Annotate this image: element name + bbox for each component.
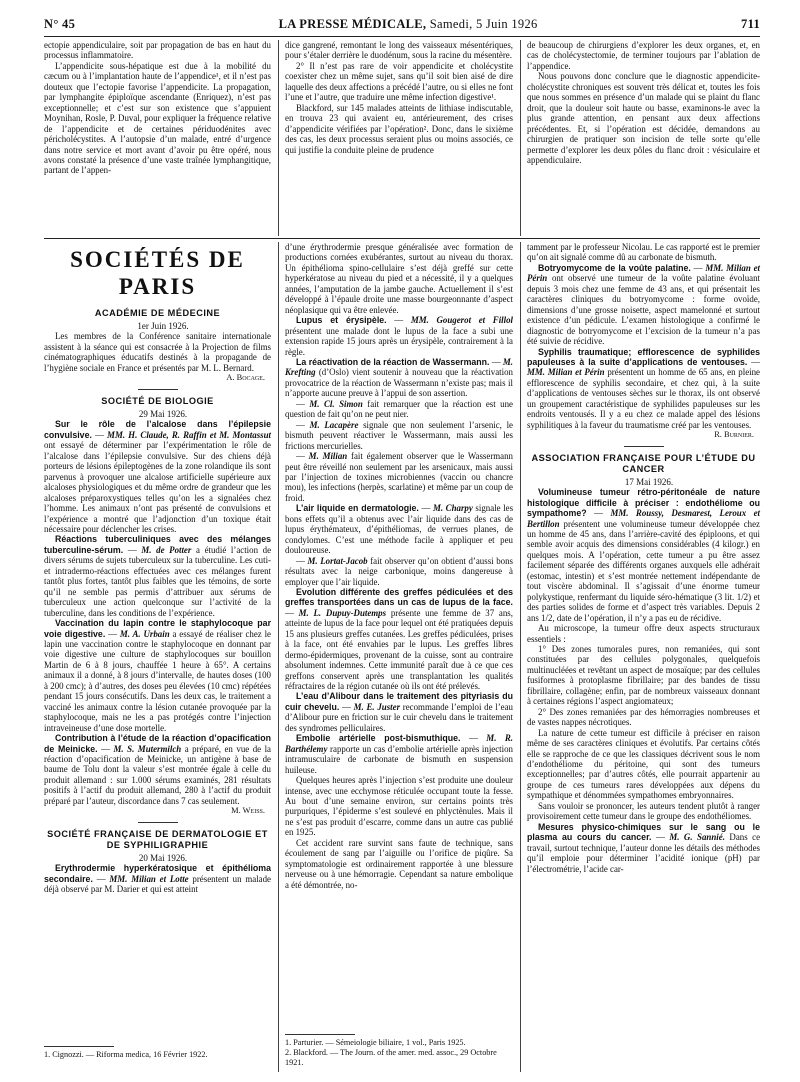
communication: — M. Cl. Simon fait remarquer que la réaction est une question de fait qu’on ne peut nier. bbox=[285, 398, 513, 420]
separator bbox=[624, 446, 664, 447]
communication: Contribution à l’étude de la réaction d’opacification de Meinicke. — M. S. Mutermilch a préparé, en vue de la réaction d’opacification de Meinicke, un antigène à base de baume de Tolu dont la valeur s’est montrée égale à celle du produit allemand : sur 1.000 sérums examinés, 281 résultats positifs à l’actif du produit allemand, 280 à l’actif du produit préparé par l’auteur, discordance dans 7 cas seulement. bbox=[44, 733, 271, 806]
footnote-rule bbox=[285, 1034, 355, 1035]
issue-date: Samedi, 5 Juin 1926 bbox=[429, 16, 538, 31]
top-column-3 bbox=[527, 40, 760, 165]
meeting-date: 17 Mai 1926. bbox=[624, 476, 674, 487]
footnote-rule bbox=[44, 1046, 114, 1047]
column-divider bbox=[520, 242, 521, 1072]
column-divider bbox=[520, 40, 521, 236]
bottom-column-1 bbox=[44, 242, 271, 895]
communication: Volumineuse tumeur rétro-péritonéale de nature histologique difficile à préciser : endothéliome ou sympathome? — MM. Roussy, Desmarest, Leroux et Bertillon présentent une volumineuse tumeur développée chez un homme de 45 ans, dans l’arrière-cavité des épiploons, et qui semble avoir acquis des dimensions considérables (4 kilogr.) en quelques mois. A l’opération, cette tumeur a pu être assez facilement séparée des différents organes auxquels elle adhérait (estomac, intestin) et s’est montrée nettement indépendante de tout viscère abdominal. Il s’agissait d’une énorme tumeur polykystique, renfermant du liquide séro-hématique (3 lit. 1/2) et des parties solides de forme et d’aspect très variables. Depuis 2 ans 1/2, date de l’opération, il n’y a pas eu de récidive. bbox=[527, 487, 761, 623]
paragraph: 2° Il n’est pas rare de voir appendicite et cholécystite coexister chez un même sujet, sans qu’il soit bien aisé de dire laquelle des deux affections a précédé l’autre, ou si elles ne font l’une et l’autre, que traduire une même infection digestive¹. bbox=[285, 60, 513, 103]
journal-title bbox=[279, 17, 538, 32]
paragraph: dice gangrené, remontant le long des vaisseaux mésentériques, pour s’étaler derrière le duodénum, sous la racine du mésentère. bbox=[285, 40, 513, 61]
meeting-date: 20 Mai 1926. bbox=[138, 852, 188, 863]
footnote: 2. Blackford. — The Journ. of the amer. med. assoc., 29 Octobre 1921. bbox=[285, 1047, 497, 1067]
communication: Syphilis traumatique; efflorescence de syphilides papuleuses à la suite d’applications de ventouses. — MM. Milian et Périn présentent un homme de 65 ans, en pleine efflorescence de syphilis secondaire, et chez qui, à la suite d’applications de ventouses sèches sur le thorax, ils ont observé un groupement caractéristique de syphilides papuleuses sur les endroits ventousés. Il y a eu chez ce malade appel des lésions syphilitiques à la faveur du traumatisme créé par les ventouses. bbox=[527, 346, 760, 430]
communication: Embolie artérielle post-bismuthique. — M. R. Barthélemy rapporte un cas d’embolie artérielle après injection intramusculaire de carbonate de bismuth en suspension huileuse. bbox=[285, 733, 514, 775]
header-rule bbox=[44, 36, 760, 37]
footnote: 1. Cignozzi. — Riforma medica, 16 Février 1922. bbox=[44, 1050, 208, 1059]
communication: — M. Milian fait également observer que le Wassermann peut être réveillé non seulement par les arsenicaux, mais aussi par l’injection de toxines microbiennes (vaccin ou chancre mou), les infections (herpès, scarlatine) et même par un coup de froid. bbox=[285, 451, 513, 503]
section-title: SOCIÉTÉS DE PARIS bbox=[70, 247, 245, 300]
communication: L’eau d’Alibour dans le traitement des pityriasis du cuir chevelu. — M. E. Juster recommande l’emploi de l’eau d’Alibour pure en friction sur le cuir chevelu dans le traitement des syndromes pelliculaires. bbox=[285, 691, 513, 733]
paragraph: La nature de cette tumeur est difficile à préciser en raison même de ses caractères cliniques et évolutifs. Par certains côtés elle se rapproche de ce que les classiques décrivent sous le nom d’endothéliome du péritoine, qui sont des tumeurs exceptionnelles; par d’autres côtés, elle pourrait appartenir au groupe de ces tumeurs rares développées aux dépens du sympathique et dénommées sympathomes embryonnaires. bbox=[527, 727, 760, 801]
bottom-column-2 bbox=[285, 242, 513, 890]
communication: — M. Lacapère signale que non seulement l’arsenic, le bismuth peuvent réactiver le Wassermann, mais aussi les frictions mercurielles. bbox=[285, 419, 513, 451]
page-number: 711 bbox=[741, 16, 760, 31]
paragraph: de beaucoup de chirurgiens d’explorer les deux organes, et, en cas de cholécystectomie, de terminer toujours par l’ablation de l’appendice. bbox=[527, 40, 760, 71]
top-column-2 bbox=[285, 40, 513, 155]
communication: Erythrodermie hyperkératosique et épithélioma secondaire. — MM. Milian et Lotte présentent un malade déjà observé par M. Darier et qui est atteint bbox=[44, 863, 271, 895]
paragraph: L’appendicite sous-hépatique est due à la mobilité du cæcum ou à l’implantation haute de l’appendice¹, et il n’est pas douteux que l’ectopie favorise l’appendicite. La propagation, par lymphangite épiploïque ascendante (Enriquez), n’est pas exceptionnelle; et c’est sur son existence que s’appuient Moynihan, Rosle, P. Duval, pour expliquer la fréquence relative de l’appendicite et de certaines périduodénites avec péricholécystites. A l’autopsie d’un malade, entré d’urgence dans notre service et mort avant d’avoir pu être opéré, nous avons constaté la présence d’une vaste traînée lymphangitique, partant de l’appen- bbox=[44, 60, 271, 176]
paragraph: Nous pouvons donc conclure que le diagnostic appendicite-cholécystite chroniques est souvent très délicat et, toutes les fois que nous sommes en présence d’un malade qui se plaint du flanc droit, que la douleur soit haute ou basse, examinons-le avec la plus grande attention, en pensant aux deux affections précédentes. Et, si l’opération est décidée, demandons au chirurgien de pratiquer son incision de telle sorte qu’elle permette d’explorer les deux pôles du flanc droit : vésiculaire et appendiculaire. bbox=[527, 71, 760, 165]
paragraph: 1° Des zones tumorales pures, non remaniées, qui sont constituées par des cellules polygonales, quelquefois multinucléées et revêtant un aspect de mosaïque; par des cellules fusiformes à protoplasme fibrillaire; par des bandes de tissu fibrillaire, collagène; enfin, par de nombreux vaisseaux donnant à certaines régions l’aspect angiomateux; bbox=[527, 644, 760, 707]
signature: M. Weiss. bbox=[231, 806, 265, 816]
issue-number: N° 45 bbox=[44, 16, 76, 31]
footnote: 1. Parturier. — Sémeiologie biliaire, 1 vol., Paris 1925. bbox=[285, 1038, 466, 1047]
footnote-block bbox=[285, 1034, 513, 1068]
journal-name: LA PRESSE MÉDICALE, bbox=[278, 16, 427, 31]
separator bbox=[138, 822, 178, 823]
signature: A. Bocage. bbox=[226, 373, 265, 383]
communication: Lupus et érysipèle. — MM. Gougerot et Fillol présentent une malade dont le lupus de la face a subi une extension rapide 15 jours après un érysipèle, contrairement à la règle. bbox=[285, 315, 514, 357]
paragraph: Blackford, sur 145 malades atteints de lithiase indiscutable, en trouva 23 qui avaient eu, antérieurement, des crises d’appendicite vérifiées par l’opération². Donc, dans le sixième des cas, les deux processus seraient plus ou moins associés, ce qui justifie la conduite pleine de prudence bbox=[285, 102, 513, 155]
communication: Evolution différente des greffes pédiculées et des greffes transportées dans un cas de lupus de la face. — M. L. Dupuy-Dutemps présente une femme de 37 ans, atteinte de lupus de la face pour lequel ont été pratiquées depuis 15 ans plusieurs greffes cutanées. Les greffes pédiculées, prises à la face, ont été envahies par le lupus. Les greffes libres dermo-épidermiques, provenant de la cuisse, sont au contraire absolument indemnes. Cette immunité paraît due à ce que ces greffons conservent après une transplantation les qualités réfractaires de la région cutanée où ils ont été prélevés. bbox=[285, 586, 513, 692]
society-heading: ACADÉMIE DE MÉDECINE bbox=[94, 308, 221, 319]
communication: Botryomycome de la voûte palatine. — MM. Milian et Périn ont observé une tumeur de la voûte palatine évoluant depuis 3 mois chez une femme de 43 ans, et qui présentait les caractères cliniques du botryomycome : forme ovoïde, dimensions d’une grosse noisette, aspect mamelonné et surtout existence d’un pédicule. L’examen histologique a confirmé le diagnostic de botryomycome et l’excision de la tumeur n’a pas été suivie de récidive. bbox=[527, 262, 760, 347]
signature: R. Burnier. bbox=[714, 430, 754, 440]
paragraph: Au microscope, la tumeur offre deux aspects structuraux essentiels : bbox=[527, 623, 760, 644]
paragraph: 2° Des zones remaniées par des hémorragies nombreuses et de vastes nappes nécrotiques. bbox=[527, 706, 760, 728]
top-column-1 bbox=[44, 40, 271, 176]
paragraph: d’une érythrodermie presque généralisée avec formation de productions cornées exubérantes, surtout au niveau du thorax. Un épithélioma spino-cellulaire s’est déjà greffé sur cette hyperkératose au niveau du pied et a nécessité, il y a quelques années, l’amputation de la jambe gauche. Actuellement il s’est développé à l’épaule droite une masse bourgeonnante d’aspect néoplasique qui va être enlevée. bbox=[285, 242, 513, 315]
column-divider bbox=[278, 40, 279, 236]
communication: Vaccination du lapin contre le staphylocoque par voie digestive. — M. A. Urbain a essayé de réaliser chez le lapin une vaccination contre le staphylocoque en donnant par voie digestive une culture de staphylocoques sur bouillon Martin de 6 à 8 jours, chauffée 1 heure à 65°. A certains animaux il a donné, à 8 jours d’intervalle, de hautes doses (100 à 200 cmc); à d’autres, des doses peu élevées (10 cmc) répétées pendant 15 jours consécutifs. Dans les deux cas, le traitement a vacciné les animaux contre la lésion cutanée provoquée par la staphylocoque, mais ne les a pas protégés contre l’injection intraveineuse d’une dose mortelle. bbox=[44, 618, 271, 733]
communication: La réactivation de la réaction de Wassermann. — M. Krefting (d’Oslo) vient soutenir à nouveau que la réactivation provocatrice de la réaction de Wassermann n’existe pas; mais il n’apporte aucune preuve à l’appui de son assertion. bbox=[285, 356, 514, 399]
paragraph: Sans vouloir se prononcer, les auteurs tendent plutôt à ranger provisoirement cette tumeur dans le groupe des endothéliomes. bbox=[527, 800, 760, 822]
society-heading: ASSOCIATION FRANÇAISE POUR L’ÉTUDE DU CANCER bbox=[531, 453, 756, 474]
communication: L’air liquide en dermatologie. — M. Charpy signale les bons effets qu’il a obtenus avec l’air liquide dans des cas de lupus érythémateux, d’épithéliomas, de verrues planes, de condylomes. C’est une méthode facile à appliquer et peu douloureuse. bbox=[285, 503, 514, 556]
society-heading: SOCIÉTÉ DE BIOLOGIE bbox=[101, 396, 214, 407]
footnote-block bbox=[44, 1046, 271, 1060]
separator bbox=[138, 389, 178, 390]
communication: — M. Lortat-Jacob fait observer qu’on obtient d’aussi bons résultats avec la neige carbonique, moins dangereuse à employer que l’air liquide. bbox=[285, 555, 514, 587]
section-rule bbox=[44, 238, 760, 239]
paragraph: Quelques heures après l’injection s’est produite une douleur intense, avec une ecchymose réticulée occupant toute la fesse. Au bout d’une semaine environ, sur certains points très purpuriques, l’épiderme s’est soulevé en phlyctènules. Mais il ne s’est pas produit d’escarre, comme dans un autre cas publié en 1925. bbox=[285, 775, 513, 838]
bottom-column-3 bbox=[527, 242, 760, 874]
society-heading: SOCIÉTÉ FRANÇAISE DE DERMATOLOGIE ET DE SYPHILIGRAPHIE bbox=[47, 829, 268, 850]
paragraph: Les membres de la Conférence sanitaire internationale assistent à la séance qui est consacrée à la Projection de films cinématographiques éducatifs destinés à la propagande de l’hygiène sociale en France et présentés par M. L. Bernard. bbox=[44, 331, 271, 373]
page-header bbox=[44, 14, 760, 34]
meeting-date: 29 Mai 1926. bbox=[138, 408, 188, 419]
paragraph: Cet accident rare survint sans faute de technique, sans écoulement de sang par l’aiguille ou l’orifice de piqûre. Sa symptomatologie est ordinairement rapportée à une blessure nerveuse ou à une hémorragie. Cependant sa nature embolique a été démontrée, no- bbox=[285, 837, 513, 890]
communication: Mesures physico-chimiques sur le sang ou le plasma au cours du cancer. — M. G. Sannié. Dans ce travail, surtout technique, l’auteur donne les détails des méthodes qu’il emploie pour déterminer l’acidité ionique (pH) par l’électrométrie, l’acide car- bbox=[527, 821, 761, 874]
communication: Sur le rôle de l’alcalose dans l’épilepsie convulsive. — MM. H. Claude, R. Raffin et M. Montassut ont essayé de déterminer par l’expérimentation le rôle de l’alcalose dans l’épilepsie convulsive. Sur des chiens déjà porteurs de lésions épileptogènes de la zone rolandique ils sont parvenus à provoquer une alcalose artificielle supérieure aux alcaloses physiologiques et du même ordre de grandeur que les alcaloses préparoxystiques telles qu’on les a signalées chez l’homme. Les animaux n’ont pas présenté de convulsions et l’expérience a montré que l’adjonction d’un toxique était nécessaire pour déclencher les crises. bbox=[44, 419, 272, 534]
column-divider bbox=[278, 242, 279, 1072]
communication: Réactions tuberculiniques avec des mélanges tuberculine-sérum. — M. de Potter a étudié l’action de divers sérums de sujets tuberculeux sur la tuberculine. Les cuti- et intradermo-réactions effectuées avec ces mélanges furent tantôt plus fortes, tantôt plus faibles que les témoins, de sorte qu’il ne semble pas permis d’attribuer aux sérums de tuberculeux une action quelconque sur l’activité de la tuberculine, dans les conditions de l’expérience. bbox=[44, 534, 272, 618]
meeting-date: 1er Juin 1926. bbox=[137, 320, 189, 331]
paragraph: ectopie appendiculaire, soit par propagation de bas en haut du processus inflammatoire. bbox=[44, 40, 271, 61]
paragraph: tamment par le professeur Nicolau. Le cas rapporté est le premier qu’on ait signalé comme dû au carbonate de bismuth. bbox=[527, 242, 760, 263]
